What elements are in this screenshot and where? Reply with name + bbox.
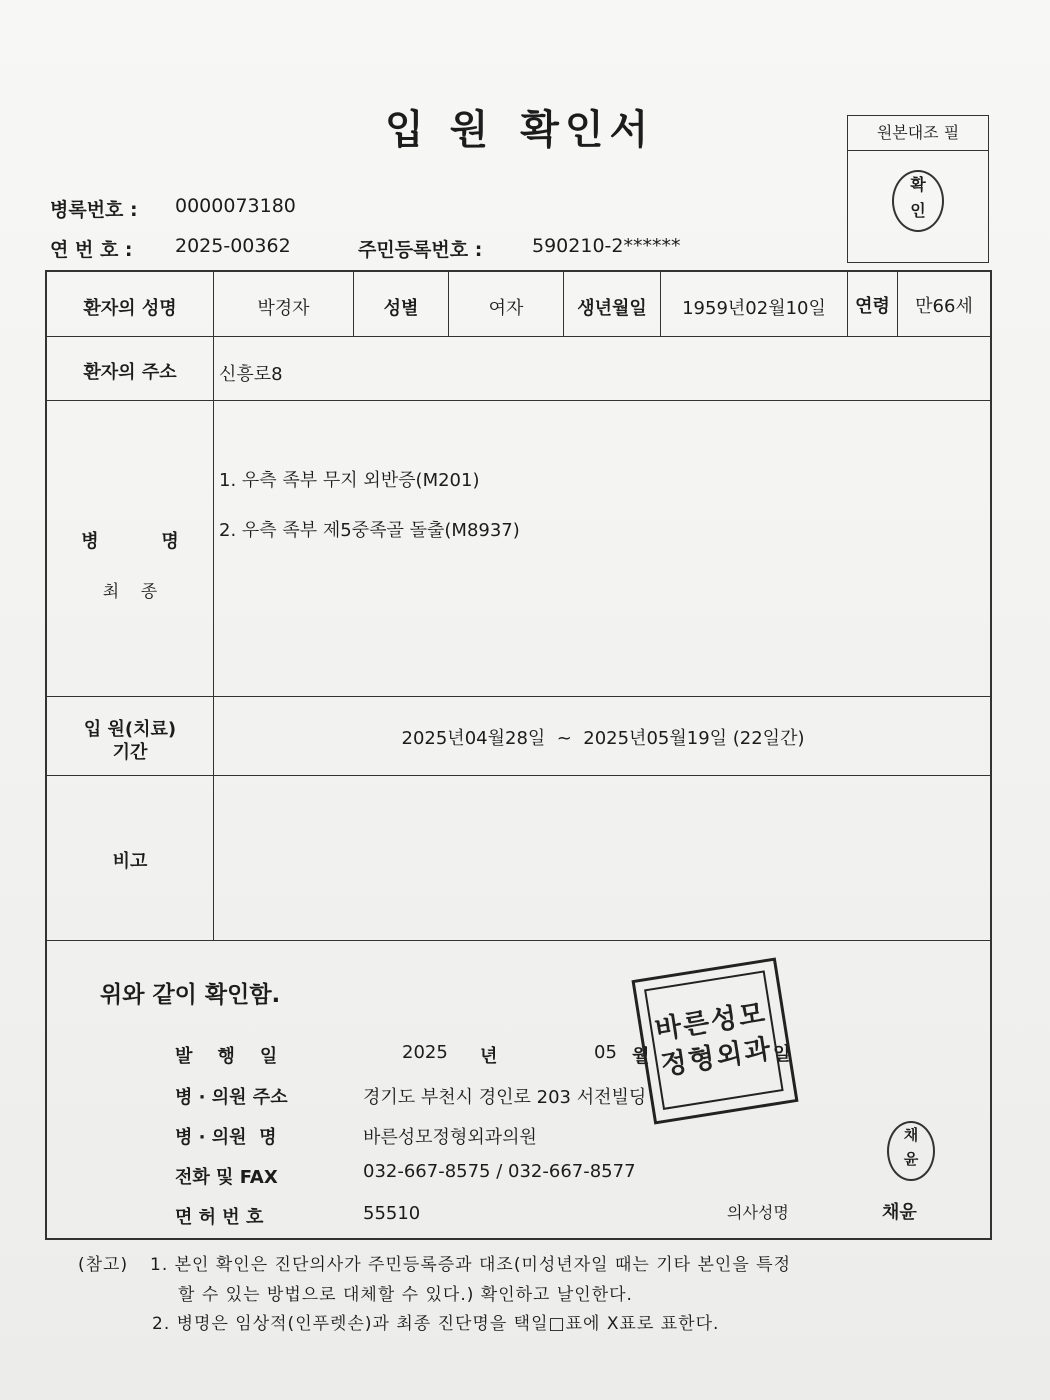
notes-line2: 할 수 있는 방법으로 대체할 수 있다.) 확인하고 날인한다. bbox=[178, 1285, 633, 1305]
doctor-seal-stamp bbox=[887, 1121, 935, 1181]
phone-value: 032-667-8575 / 032-667-8577 bbox=[363, 1161, 636, 1182]
row-divider bbox=[45, 775, 992, 776]
period-label-line2: 기간 bbox=[112, 742, 148, 763]
notes-line3: 2. 병명은 임상적(인푸렛손)과 최종 진단명을 택일□표에 X표로 표한다. bbox=[152, 1314, 720, 1334]
seal-char-1: 채 bbox=[903, 1126, 919, 1144]
document-title: 입 원 확인서 bbox=[385, 107, 655, 153]
patient-name-label: 환자의 성명 bbox=[83, 298, 177, 319]
seal-char-1: 확 bbox=[910, 175, 926, 194]
period-label-line1: 입 원(치료) bbox=[83, 719, 177, 740]
period-value: 2025년04월28일 ~ 2025년05월19일 (22일간) bbox=[401, 728, 805, 749]
column-divider bbox=[213, 270, 214, 940]
day-unit: 일 bbox=[773, 1044, 791, 1065]
seal-char-2: 인 bbox=[910, 201, 926, 220]
sex-value: 여자 bbox=[488, 298, 524, 319]
row-divider bbox=[45, 940, 992, 941]
serial-label: 연 번 호 : bbox=[50, 239, 133, 261]
notes-prefix: (참고) bbox=[78, 1255, 129, 1275]
remarks-label: 비고 bbox=[112, 851, 148, 872]
license-value: 55510 bbox=[363, 1203, 421, 1224]
hospital-seal-stamp bbox=[631, 957, 798, 1124]
row-divider bbox=[45, 400, 992, 401]
original-check-label: 원본대조 필 bbox=[848, 116, 988, 151]
hospital-name-value: 바른성모정형외과의원 bbox=[363, 1127, 537, 1148]
hospital-seal-inner bbox=[644, 970, 784, 1110]
phone-label: 전화 및 FAX bbox=[175, 1167, 278, 1188]
diagnosis-sublabel: 최 종 bbox=[102, 582, 158, 602]
age-label: 연령 bbox=[855, 296, 890, 317]
doctor-name: 채윤 bbox=[882, 1202, 917, 1223]
age-value: 만66세 bbox=[915, 296, 973, 317]
hospital-address-value: 경기도 부천시 경인로 203 서전빌딩 bbox=[363, 1087, 647, 1108]
seal-char-2: 윤 bbox=[903, 1150, 919, 1168]
sex-label: 성별 bbox=[383, 298, 419, 319]
diagnosis-item-1: 1. 우측 족부 무지 외반증(M201) bbox=[219, 470, 480, 491]
address-value: 신흥로8 bbox=[219, 364, 283, 385]
serial-value: 2025-00362 bbox=[175, 235, 291, 257]
original-check-seal bbox=[892, 170, 944, 232]
license-label: 면 허 번 호 bbox=[175, 1207, 264, 1228]
address-label: 환자의 주소 bbox=[83, 362, 177, 383]
month-unit: 월 bbox=[632, 1046, 650, 1067]
issue-year: 2025 bbox=[402, 1042, 448, 1063]
notes-line1: 1. 본인 확인은 진단의사가 주민등록증과 대조(미성년자일 때는 기타 본인을 특정 bbox=[150, 1255, 791, 1275]
hospital-seal-line2: 정형외과 bbox=[658, 1033, 775, 1082]
hospital-seal-line1: 바른성모 bbox=[653, 997, 769, 1046]
confirmation-statement: 위와 같이 확인함. bbox=[100, 982, 281, 1008]
row-divider bbox=[45, 336, 992, 337]
patient-name-value: 박경자 bbox=[257, 298, 310, 319]
original-check-box bbox=[847, 115, 989, 263]
row-divider bbox=[45, 696, 992, 697]
issue-date-label: 발 행 일 bbox=[175, 1046, 278, 1067]
diagnosis-item-2: 2. 우측 족부 제5중족골 돌출(M8937) bbox=[219, 520, 520, 541]
hospital-name-label: 병 · 의원 명 bbox=[175, 1127, 277, 1148]
year-unit: 년 bbox=[480, 1046, 498, 1067]
resident-no-label: 주민등록번호 : bbox=[358, 239, 483, 261]
chart-no-value: 0000073180 bbox=[175, 195, 296, 217]
doctor-label: 의사성명 bbox=[727, 1203, 789, 1222]
resident-no-value: 590210-2****** bbox=[532, 235, 681, 257]
chart-no-label: 병록번호 : bbox=[50, 199, 138, 221]
birth-label: 생년월일 bbox=[577, 298, 647, 319]
diagnosis-label: 병 명 bbox=[81, 531, 179, 552]
issue-month: 05 bbox=[594, 1042, 617, 1063]
birth-value: 1959년02월10일 bbox=[682, 298, 826, 319]
hospital-address-label: 병 · 의원 주소 bbox=[175, 1087, 288, 1108]
